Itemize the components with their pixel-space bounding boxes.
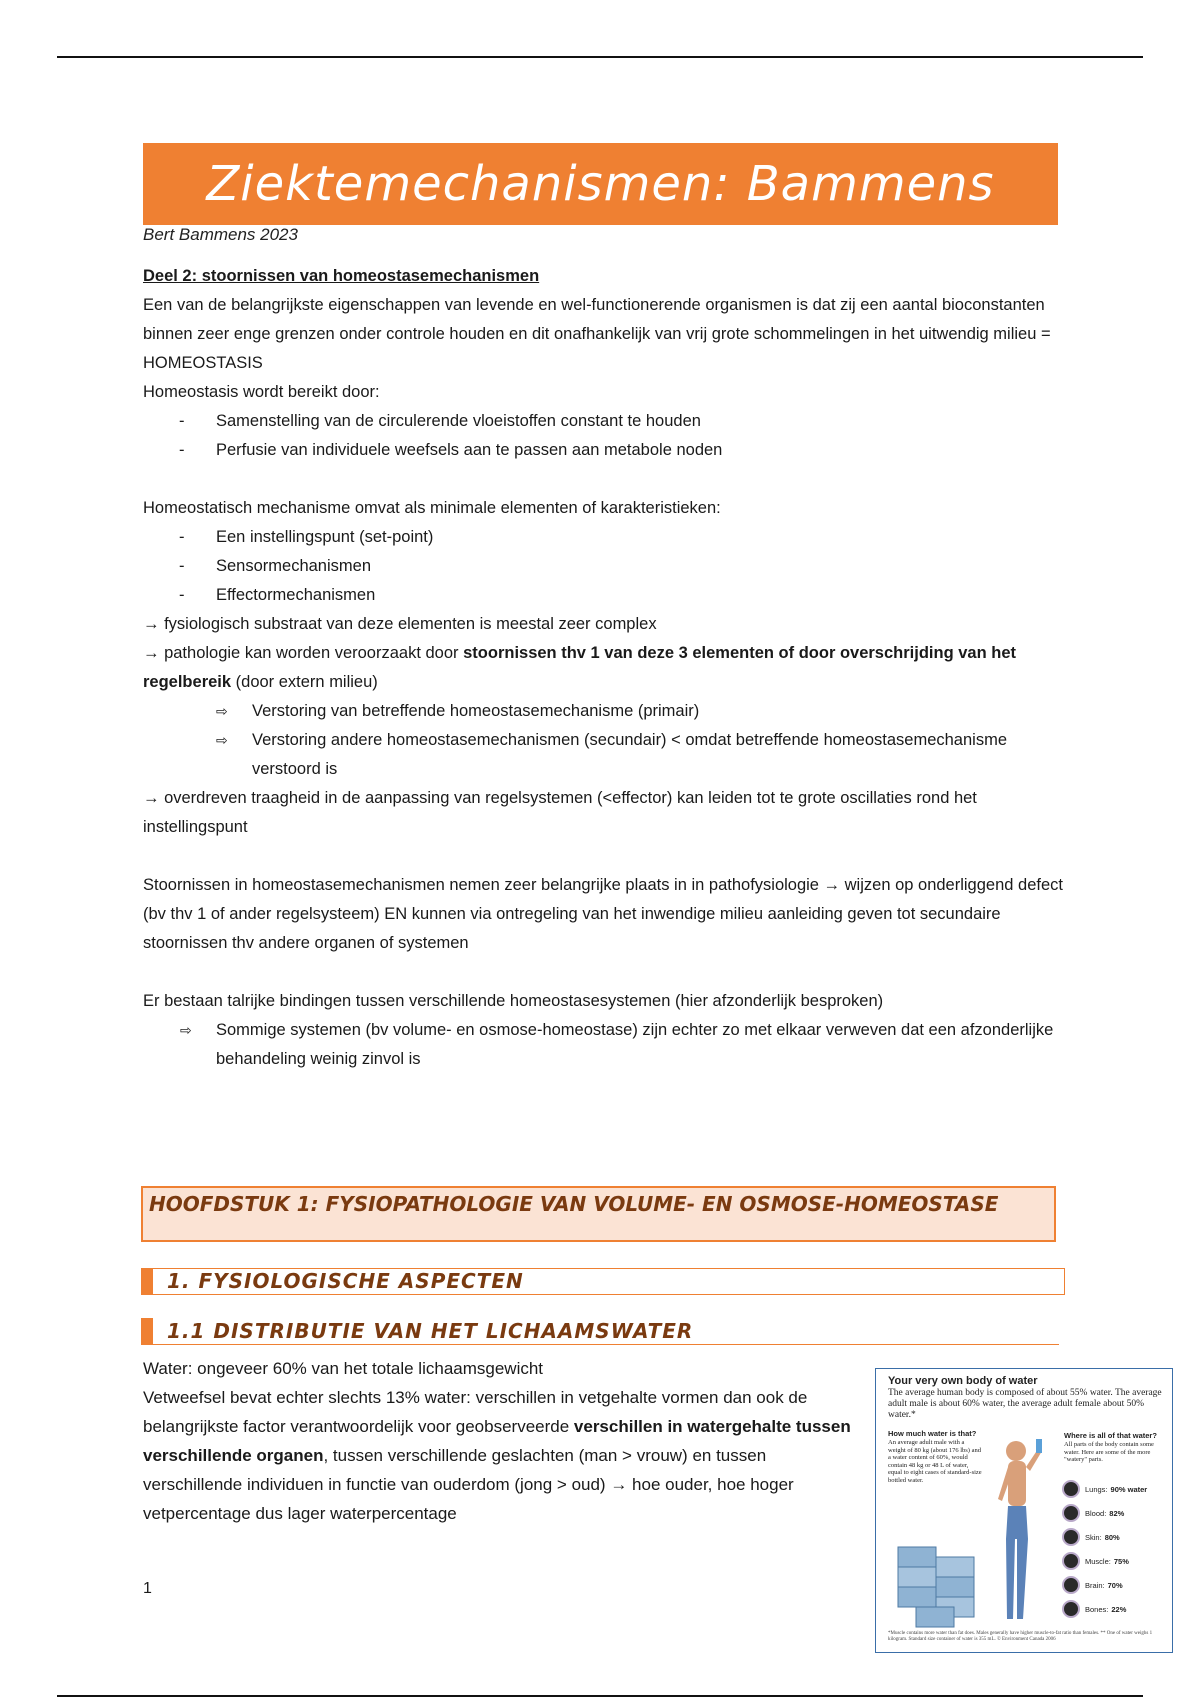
sub-arrow-item: ⇨ Verstoring andere homeostasemechanismen (secundair) < omdat betreffende homeostasemechanisme verstoord is (143, 726, 1063, 784)
bottom-rule (57, 1695, 1143, 1697)
infographic-question: Where is all of that water? (1064, 1431, 1157, 1440)
section-heading: Deel 2: stoornissen van homeostasemechanismen (143, 267, 540, 285)
organ-item: Bones : 22% (1062, 1597, 1168, 1621)
blood-icon (1062, 1504, 1080, 1522)
brain-icon (1062, 1576, 1080, 1594)
body-water-infographic (875, 1368, 1173, 1653)
muscle-icon (1062, 1552, 1080, 1570)
author-line: Bert Bammens 2023 (143, 225, 298, 244)
organ-item: Skin : 80% (1062, 1525, 1168, 1549)
intro-section (143, 262, 1063, 1074)
organ-item: Brain : 70% (1062, 1573, 1168, 1597)
infographic-answer: All parts of the body contain some water. Here are some of the more "watery" parts. (1064, 1441, 1154, 1463)
arrow-right-icon: ⇨ (180, 1022, 192, 1038)
water-bottle-cases-icon (898, 1547, 974, 1627)
list-item: - Sensormechanismen (179, 557, 371, 575)
document-title: Ziektemechanismen: Bammens (143, 143, 1058, 225)
organ-item: Lungs : 90% water (1062, 1477, 1168, 1501)
top-rule (57, 56, 1143, 58)
water-distribution-text (143, 1354, 863, 1528)
list-item: - Perfusie van individuele weefsels aan te passen aan metabole noden (179, 441, 723, 459)
arrow-right-icon: ⇨ (216, 732, 228, 748)
infographic-answer: An average adult male with a weight of 80 kg (about 176 lbs) and a water content of 60%, would contain 48 kg or 48 L of water, equal to eight cases of standard-size bottled water. (888, 1439, 982, 1484)
lungs-icon (1062, 1480, 1080, 1498)
paragraph: Stoornissen in homeostasemechanismen nemen zeer belangrijke plaats in in pathofysiologie → wijzen op onderliggend defect (bv thv 1 of ander regelsysteem) EN kunnen via ontregeling van het inwendige milieu aanleiding geven tot secundaire stoornissen thv andere organen of systemen (143, 876, 1063, 952)
infographic-footnote: *Muscle contains more water than fat does. Males generally have higher muscle-to-fat ratio than females. ** One of water weighs 1 kilogram. Standard size container of water is 355 mL. © Environment Canada 2006 (888, 1631, 1153, 1642)
infographic-title: Your very own body of water (888, 1375, 1038, 1387)
sub-arrow-item: ⇨ Sommige systemen (bv volume- en osmose-homeostase) zijn echter zo met elkaar verweven dat een afzonderlijke behandeling weinig zinvol is (143, 1016, 1063, 1074)
list-item: - Een instellingspunt (set-point) (179, 528, 434, 546)
bones-icon (1062, 1600, 1080, 1618)
paragraph: Er bestaan talrijke bindingen tussen verschillende homeostasesystemen (hier afzonderlijk besproken) (143, 992, 884, 1010)
paragraph: Vetweefsel bevat echter slechts 13% water: verschillen in vetgehalte vormen dan ook de belangrijkste factor verantwoordelijk voor geobserveerde verschillen in watergehalte tussen verschillende organen, tussen verschillende geslachten (man > vrouw) en tussen verschillende individuen in functie van ouderdom (jong > oud) → hoe ouder, hoe hoger vetpercentage dus lager waterpercentage (143, 1388, 851, 1523)
skin-icon (1062, 1528, 1080, 1546)
organ-item: Blood : 82% (1062, 1501, 1168, 1525)
paragraph: Water: ongeveer 60% van het totale lichaamsgewicht (143, 1359, 544, 1378)
paragraph: Homeostatisch mechanisme omvat als minimale elementen of karakteristieken: (143, 499, 721, 517)
paragraph: Homeostasis wordt bereikt door: (143, 383, 380, 401)
heading-level-1: 1. FYSIOLOGISCHE ASPECTEN (141, 1268, 1065, 1295)
arrow-note: → overdreven traagheid in de aanpassing van regelsystemen (<effector) kan leiden tot te grote oscillaties rond het instellingspunt (143, 789, 977, 836)
organ-item: Muscle : 75% (1062, 1549, 1168, 1573)
list-item: - Effectormechanismen (179, 586, 376, 604)
list-item: - Samenstelling van de circulerende vloeistoffen constant te houden (179, 412, 701, 430)
arrow-right-icon: ⇨ (216, 703, 228, 719)
heading-level-2: 1.1 DISTRIBUTIE VAN HET LICHAAMSWATER (141, 1318, 1059, 1345)
page-number: 1 (143, 1580, 152, 1597)
arrow-note: → pathologie kan worden veroorzaakt door stoornissen thv 1 van deze 3 elementen of door overschrijding van het regelbereik (door extern milieu) (143, 644, 1016, 691)
paragraph: Een van de belangrijkste eigenschappen van levende en wel-functionerende organismen is dat zij een aantal bioconstanten binnen zeer enge grenzen onder controle houden en dit onafhankelijk van vrij grote schommelingen in het uitwendig milieu = HOMEOSTASIS (143, 296, 1051, 372)
chapter-heading: HOOFDSTUK 1: FYSIOPATHOLOGIE VAN VOLUME- EN OSMOSE-HOMEOSTASE (141, 1186, 1056, 1242)
arrow-note: → fysiologisch substraat van deze elementen is meestal zeer complex (143, 615, 657, 633)
infographic-intro: The average human body is composed of about 55% water. The average adult male is about 60% water, the average adult female about 50% water.* (888, 1388, 1162, 1420)
organ-water-list (1062, 1477, 1168, 1621)
infographic-question: How much water is that? (888, 1429, 977, 1438)
man-drinking-icon (998, 1439, 1042, 1619)
sub-arrow-item: ⇨ Verstoring van betreffende homeostasemechanisme (primair) (143, 697, 1063, 726)
